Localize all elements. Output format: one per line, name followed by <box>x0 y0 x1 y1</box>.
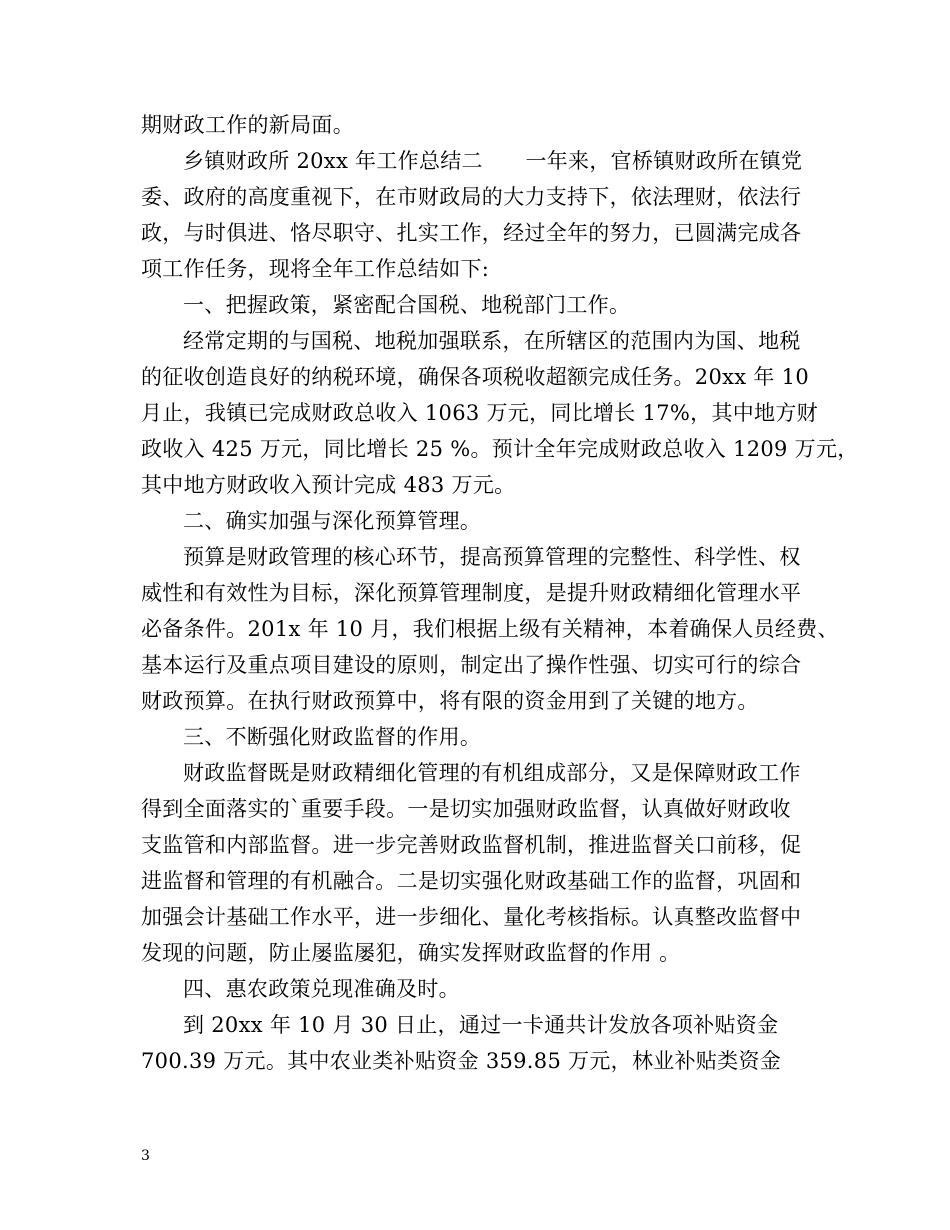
text-line: 财政监督既是财政精细化管理的有机组成部分，又是保障财政工作 <box>183 761 801 785</box>
text-line: 到 20xx 年 10 月 30 日止，通过一卡通共计发放各项补贴资金 <box>183 1013 779 1037</box>
section-heading: 四、惠农政策兑现准确及时。 <box>183 977 460 1001</box>
page-number: 3 <box>141 1148 150 1164</box>
text-line: 的征收创造良好的纳税环境，确保各项税收超额完成任务。20xx 年 10 <box>141 365 809 389</box>
text-line: 发现的问题，防止屡监屡犯，确实发挥财政监督的作用 。 <box>141 941 681 965</box>
text-line: 预算是财政管理的核心环节，提高预算管理的完整性、科学性、权 <box>183 545 801 569</box>
text-line: 月止，我镇已完成财政总收入 1063 万元，同比增长 17%，其中地方财 <box>141 401 818 425</box>
text-line: 支监管和内部监督。进一步完善财政监督机制，推进监督关口前移，促 <box>141 833 802 857</box>
text-line: 政，与时俱进、恪尽职守、扎实工作，经过全年的努力，已圆满完成各 <box>141 221 802 245</box>
text-line: 基本运行及重点项目建设的原则，制定出了操作性强、切实可行的综合 <box>141 653 802 677</box>
text-line: 加强会计基础工作水平，进一步细化、量化考核指标。认真整改监督中 <box>141 905 802 929</box>
text-line: 财政预算。在执行财政预算中，将有限的资金用到了关键的地方。 <box>141 689 759 713</box>
text-line: 威性和有效性为目标，深化预算管理制度，是提升财政精细化管理水平 <box>141 581 802 605</box>
text-line: 期财政工作的新局面。 <box>141 113 354 137</box>
text-line: 委、政府的高度重视下，在市财政局的大力支持下，依法理财，依法行 <box>141 185 802 209</box>
section-heading: 二、确实加强与深化预算管理。 <box>183 509 482 533</box>
text-line: 进监督和管理的有机融合。二是切实强化财政基础工作的监督，巩固和 <box>141 869 802 893</box>
text-line: 其中地方财政收入预计完成 483 万元。 <box>141 473 516 497</box>
text-line: 经常定期的与国税、地税加强联系，在所辖区的范围内为国、地税 <box>183 329 801 353</box>
text-line: 政收入 425 万元，同比增长 25 %。预计全年完成财政总收入 1209 万元， <box>141 437 859 461</box>
text-line: 700.39 万元。其中农业类补贴资金 359.85 万元，林业补贴类资金 <box>141 1049 782 1073</box>
text-line: 得到全面落实的`重要手段。一是切实加强财政监督，认真做好财政收 <box>141 797 791 821</box>
section-heading: 一、把握政策，紧密配合国税、地税部门工作。 <box>183 293 631 317</box>
section-heading: 三、不断强化财政监督的作用。 <box>183 725 482 749</box>
text-line: 项工作任务，现将全年工作总结如下: <box>141 257 490 281</box>
section-title: 乡镇财政所 20xx 年工作总结二 一年来，官桥镇财政所在镇党 <box>183 149 803 173</box>
text-line: 必备条件。201x 年 10 月，我们根据上级有关精神，本着确保人员经费、 <box>141 617 839 641</box>
